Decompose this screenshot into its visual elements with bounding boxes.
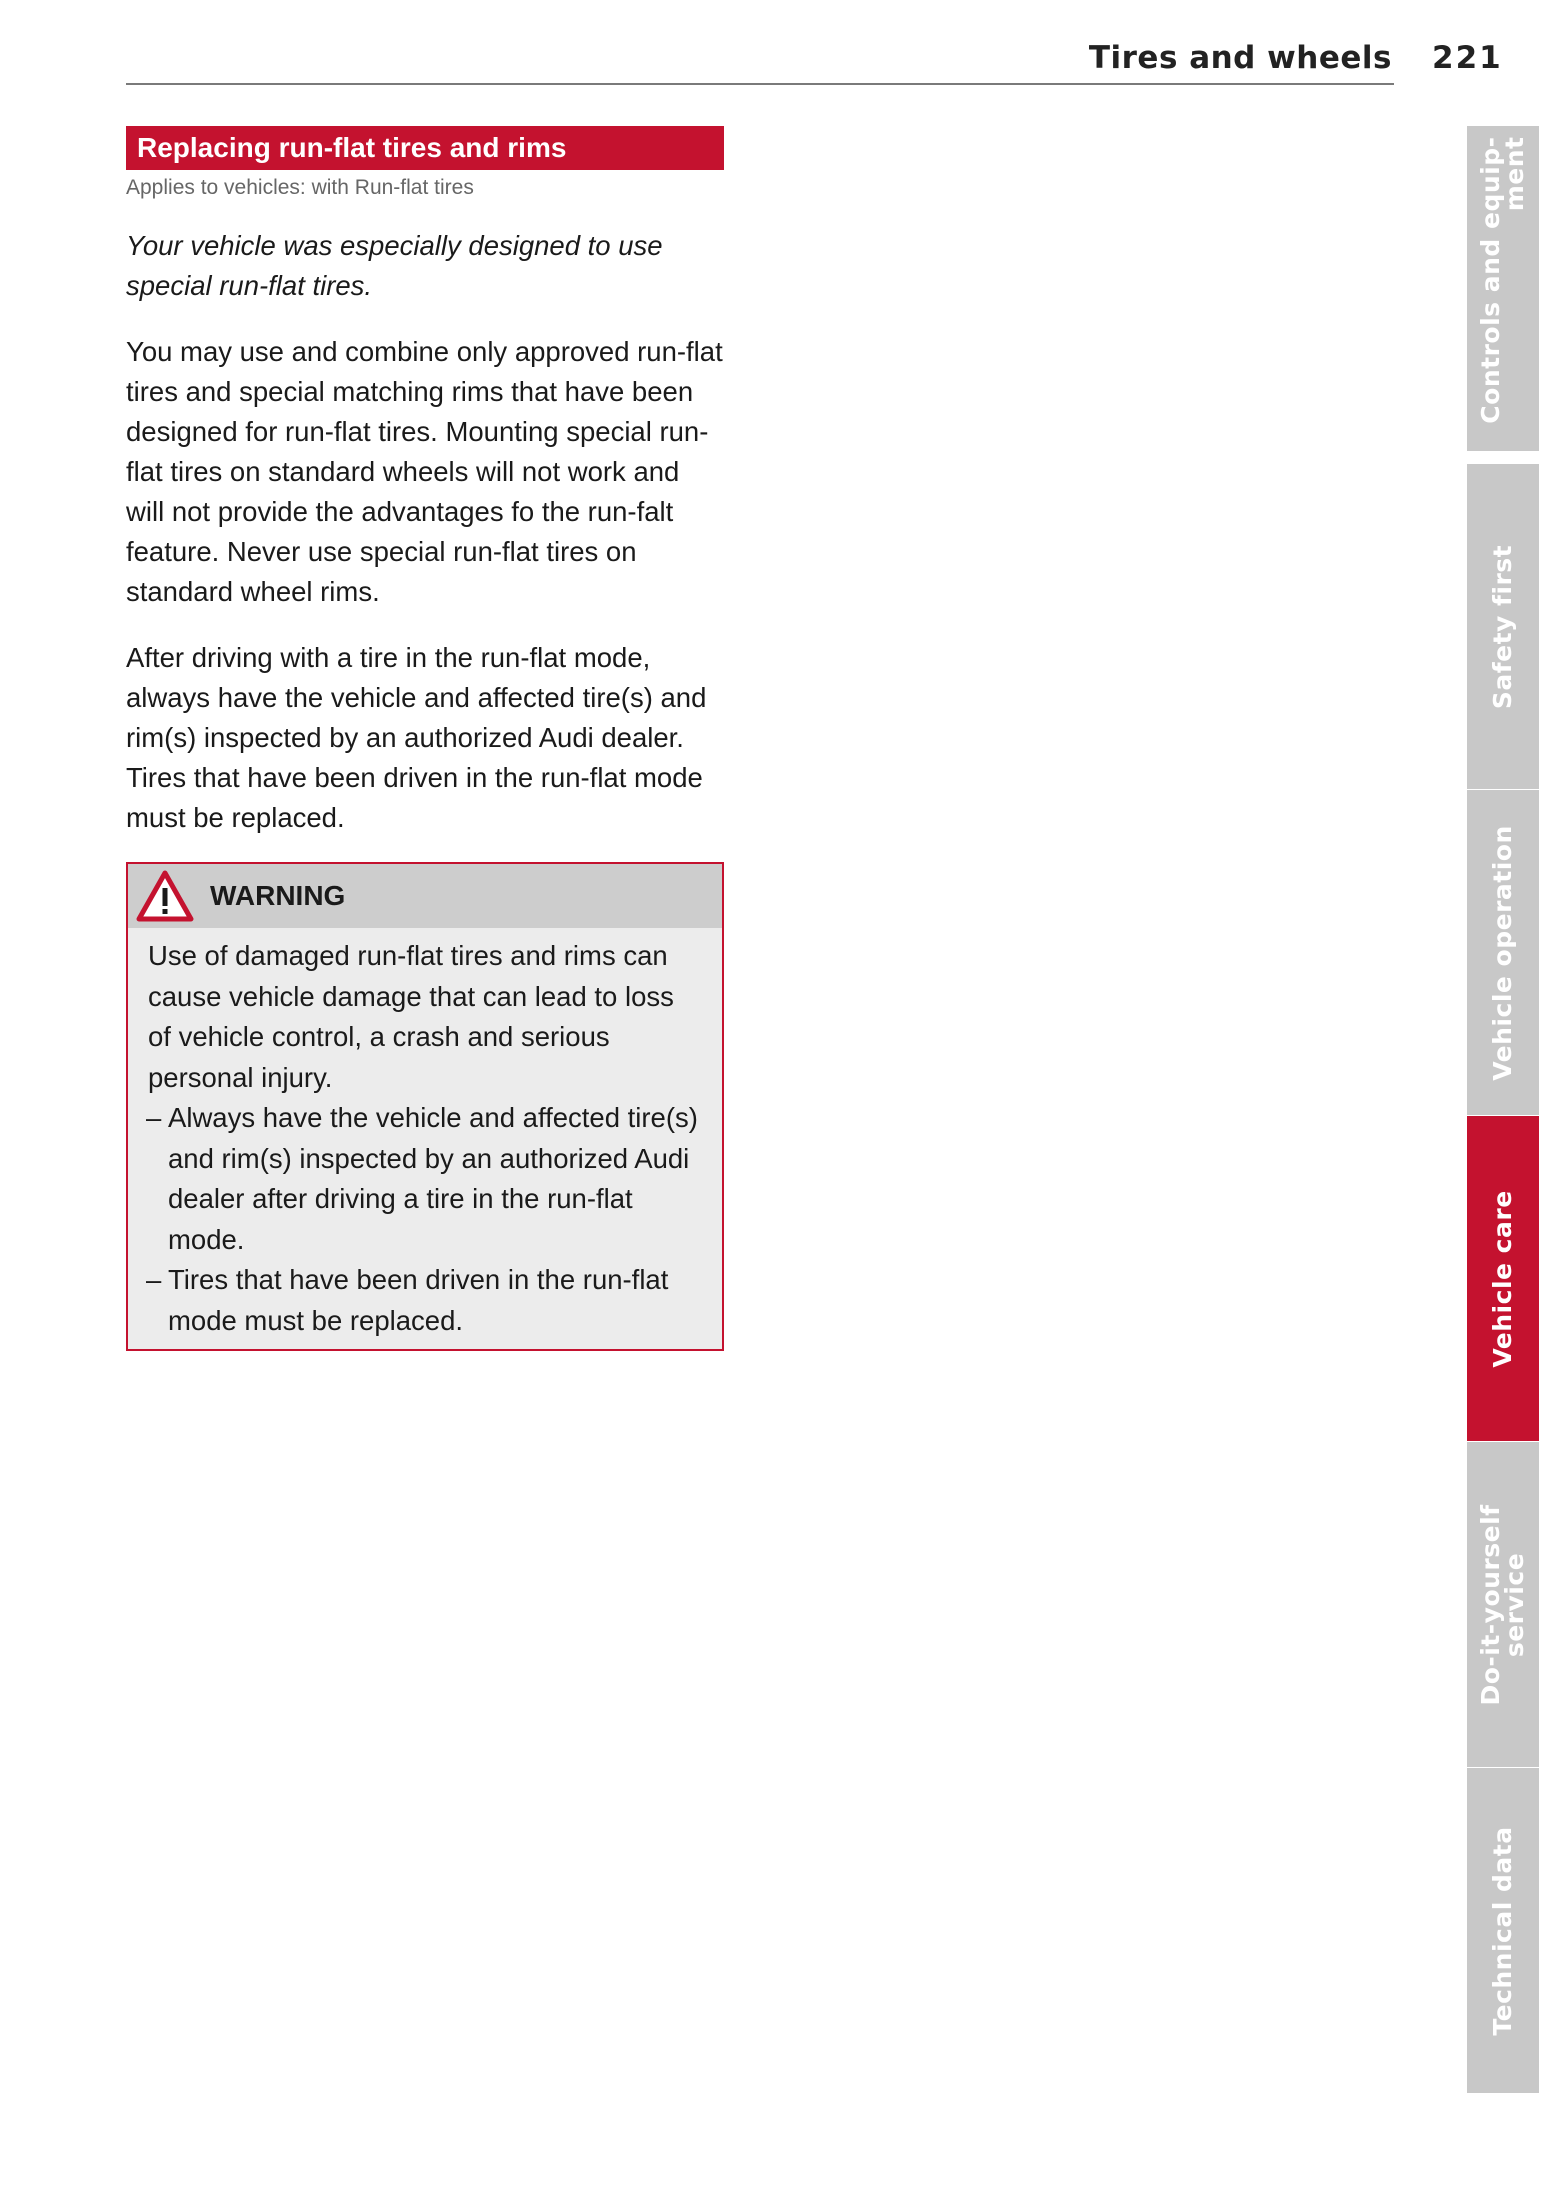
warning-body xyxy=(128,928,722,1349)
side-tab-controls[interactable] xyxy=(1467,126,1539,451)
side-tab-label: Safety first xyxy=(1488,544,1517,709)
warning-bullet xyxy=(148,1260,702,1341)
side-tab-label: Technical data xyxy=(1488,1825,1517,2036)
side-tab-vehicle-operation[interactable] xyxy=(1467,790,1539,1115)
side-tab-label: Vehicle operation xyxy=(1488,824,1517,1081)
side-tab-label: Do-it-yourself service xyxy=(1476,1503,1529,1706)
bullet-marker: – xyxy=(146,1102,162,1133)
warning-box xyxy=(126,862,724,1351)
side-tab-diy-service[interactable] xyxy=(1467,1442,1539,1767)
chapter-title: Tires and wheels xyxy=(1088,40,1392,76)
side-tab-label: Vehicle care xyxy=(1488,1189,1517,1368)
page-number: 221 xyxy=(1432,40,1503,76)
body-paragraph: After driving with a tire in the run-flat mode, always have the vehicle and affected tire(s) and rim(s) inspected by an authorized Audi dealer. Tires that have been driven in the run-flat mode must be replaced. xyxy=(126,642,707,833)
warning-text: Use of damaged run-flat tires and rims can cause vehicle damage that can lead to loss of vehicle control, a crash and serious personal injury. xyxy=(148,940,674,1093)
warning-bullet xyxy=(148,1098,702,1260)
main-content xyxy=(126,126,724,1351)
warning-header xyxy=(128,864,722,928)
side-tab-technical-data[interactable] xyxy=(1467,1768,1539,2093)
header-divider xyxy=(126,83,1394,85)
applies-to-note: Applies to vehicles: with Run-flat tires xyxy=(126,176,474,199)
section-heading: Replacing run-flat tires and rims xyxy=(126,126,724,170)
bullet-marker: – xyxy=(146,1264,162,1295)
side-tab-vehicle-care[interactable] xyxy=(1467,1116,1539,1441)
side-tab-label: Controls and equip-ment xyxy=(1476,136,1529,424)
warning-label: WARNING xyxy=(210,880,346,911)
body-paragraph: You may use and combine only approved run-flat tires and special matching rims that have been designed for run-flat tires. Mounting special run-flat tires on standard wheels will not work and will not provide the advantages fo the run-falt feature. Never use special run-flat tires on standard wheel rims. xyxy=(126,336,723,607)
warning-triangle-icon xyxy=(136,870,194,922)
intro-text: Your vehicle was especially designed to use special run-flat tires. xyxy=(126,230,663,301)
warning-bullet-text: Tires that have been driven in the run-flat mode must be replaced. xyxy=(168,1264,669,1336)
side-tab-safety[interactable] xyxy=(1467,464,1539,789)
warning-bullet-text: Always have the vehicle and affected tire(s) and rim(s) inspected by an authorized Audi dealer after driving a tire in the run-flat mode. xyxy=(168,1102,698,1255)
